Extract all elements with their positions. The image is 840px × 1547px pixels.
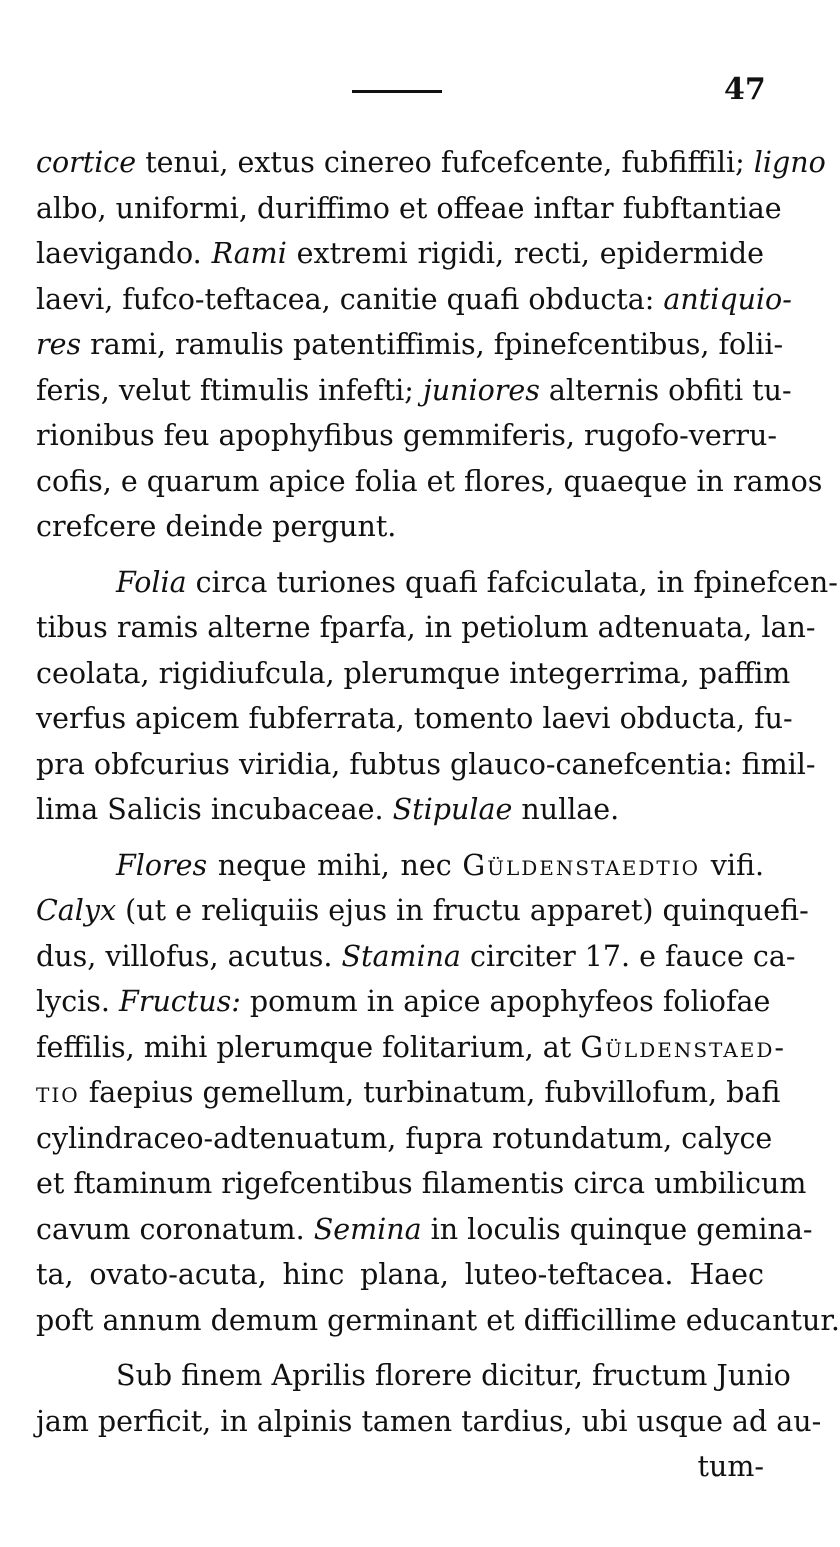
text-line: poft annum demum germinant et difficillime educantur. bbox=[36, 1303, 840, 1337]
text-line: feffilis, mihi plerumque folitarium, at Güldenstaed- bbox=[36, 1030, 787, 1064]
text-line: Flores neque mihi, nec Güldenstaedtio vifi. bbox=[116, 848, 765, 882]
text-line: Calyx (ut e reliquiis ejus in fructu apparet) quinquefi- bbox=[36, 894, 809, 927]
text-line: dus, villofus, acutus. Stamina circiter 17. e fauce ca- bbox=[36, 939, 796, 973]
text-line: lima Salicis incubaceae. Stipulae nullae. bbox=[36, 793, 620, 826]
text-line: feris, velut ftimulis infefti; juniores alternis obfiti tu- bbox=[36, 373, 792, 407]
text-line: ta, ovato-acuta, hinc plana, luteo-teftacea. Haec bbox=[36, 1258, 764, 1291]
text-line: laevi, fufco-teftacea, canitie quafi obducta: antiquio- bbox=[36, 282, 792, 316]
text-line: cavum coronatum. Semina in loculis quinque gemina- bbox=[36, 1212, 813, 1246]
text-line: lycis. Fructus: pomum in apice apophyfeos foliofae bbox=[36, 985, 771, 1018]
text-line: cortice tenui, extus cinereo fufcefcente, fubfiffili; ligno bbox=[36, 146, 826, 179]
page-body bbox=[36, 140, 840, 1490]
text-line: verfus apicem fubferrata, tomento laevi obducta, fu- bbox=[36, 702, 793, 735]
text-line: tio faepius gemellum, turbinatum, fubvillofum, bafi bbox=[36, 1076, 781, 1109]
text-line: jam perficit, in alpinis tamen tardius, ubi usque ad au- bbox=[36, 1404, 822, 1438]
text-line: cofis, e quarum apice folia et flores, quaeque in ramos bbox=[36, 464, 823, 498]
text-line: et ftaminum rigefcentibus filamentis circa umbilicum bbox=[36, 1167, 807, 1200]
page-number: 47 bbox=[724, 72, 766, 107]
text-line: albo, uniformi, duriffimo et offeae inftar fubftantiae bbox=[36, 191, 782, 225]
catchword: tum- bbox=[697, 1450, 764, 1483]
text-line: Sub finem Aprilis florere dicitur, fructum Junio bbox=[116, 1359, 791, 1392]
text-line: pra obfcurius viridia, fubtus glauco-canefcentia: fimil- bbox=[36, 747, 816, 781]
text-line: laevigando. Rami extremi rigidi, recti, epidermide bbox=[36, 237, 764, 270]
text-line: crefcere deinde pergunt. bbox=[36, 510, 397, 543]
text-line: rionibus feu apophyfibus gemmiferis, rugofo-verru- bbox=[36, 419, 777, 452]
header-rule bbox=[352, 90, 442, 93]
text-line: tibus ramis alterne fparfa, in petiolum adtenuata, lan- bbox=[36, 611, 816, 644]
text-line: ceolata, rigidiufcula, plerumque integerrima, paffim bbox=[36, 656, 791, 690]
text-line: Folia circa turiones quafi fafciculata, in fpinefcen- bbox=[116, 565, 838, 599]
text-line: res rami, ramulis patentiffimis, fpinefcentibus, folii- bbox=[36, 328, 784, 361]
text-line: cylindraceo-adtenuatum, fupra rotundatum, calyce bbox=[36, 1121, 773, 1155]
